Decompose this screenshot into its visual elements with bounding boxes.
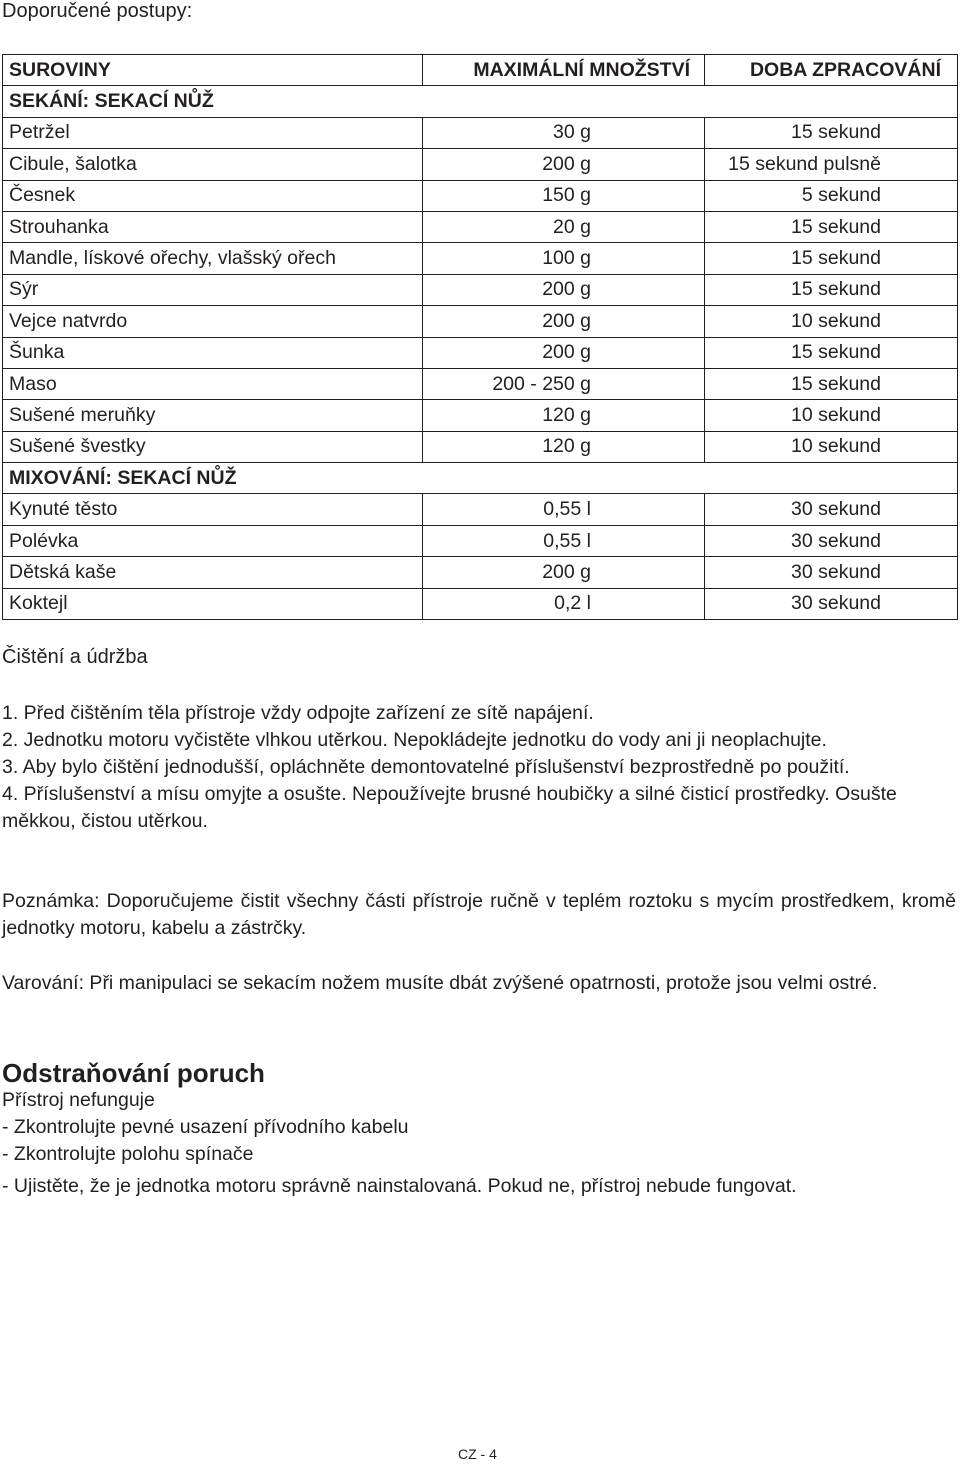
ingredient-cell: Strouhanka (3, 211, 423, 242)
time-cell: 5 sekund (705, 180, 958, 211)
ingredient-cell: Maso (3, 368, 423, 399)
ingredient-cell: Sušené švestky (3, 431, 423, 462)
quantity-cell: 200 g (423, 149, 705, 180)
quantity-cell: 120 g (423, 431, 705, 462)
time-cell: 30 sekund (705, 525, 958, 556)
empty-cell (423, 463, 705, 494)
time-cell: 15 sekund (705, 211, 958, 242)
column-header: SUROVINY (3, 55, 423, 86)
table-row (3, 211, 958, 242)
ingredient-cell: Česnek (3, 180, 423, 211)
column-header: DOBA ZPRACOVÁNÍ (705, 55, 958, 86)
quantity-cell: 200 - 250 g (423, 368, 705, 399)
troubleshooting-item: - Zkontrolujte polohu spínače (2, 1143, 254, 1165)
table-row (3, 494, 958, 525)
quantity-cell: 0,55 l (423, 494, 705, 525)
recommended-settings-table (2, 54, 958, 620)
ingredient-cell: Vejce natvrdo (3, 306, 423, 337)
time-cell: 30 sekund (705, 557, 958, 588)
empty-cell (705, 463, 958, 494)
quantity-cell: 20 g (423, 211, 705, 242)
empty-cell (423, 86, 705, 117)
table-row (3, 400, 958, 431)
ingredient-cell: Sušené meruňky (3, 400, 423, 431)
ingredient-cell: Polévka (3, 525, 423, 556)
time-cell: 15 sekund (705, 117, 958, 148)
ingredient-cell: Sýr (3, 274, 423, 305)
empty-cell (705, 86, 958, 117)
table-row (3, 337, 958, 368)
section-title: SEKÁNÍ: SEKACÍ NŮŽ (3, 86, 423, 117)
table-row (3, 306, 958, 337)
quantity-cell: 200 g (423, 557, 705, 588)
time-cell: 30 sekund (705, 494, 958, 525)
troubleshooting-item: - Zkontrolujte pevné usazení přívodního kabelu (2, 1116, 409, 1138)
section-row (3, 463, 958, 494)
troubleshooting-title: Odstraňování poruch (2, 1058, 265, 1088)
table-row (3, 431, 958, 462)
time-cell: 30 sekund (705, 588, 958, 619)
quantity-cell: 120 g (423, 400, 705, 431)
table-row (3, 117, 958, 148)
time-cell: 15 sekund (705, 368, 958, 399)
time-cell: 10 sekund (705, 431, 958, 462)
section-row (3, 86, 958, 117)
time-cell: 15 sekund pulsně (705, 149, 958, 180)
quantity-cell: 0,2 l (423, 588, 705, 619)
table-row (3, 525, 958, 556)
quantity-cell: 200 g (423, 306, 705, 337)
time-cell: 15 sekund (705, 274, 958, 305)
table-row (3, 368, 958, 399)
cleaning-step: 1. Před čištěním těla přístroje vždy odpojte zařízení ze sítě napájení. (2, 702, 594, 724)
troubleshooting-problem: Přístroj nefunguje (2, 1089, 155, 1111)
troubleshooting-item: - Ujistěte, že je jednotka motoru správně nainstalovaná. Pokud ne, přístroj nebude fungovat. (2, 1175, 797, 1197)
ingredient-cell: Mandle, lískové ořechy, vlašský ořech (3, 243, 423, 274)
cleaning-warning: Varování: Při manipulaci se sekacím nožem musíte dbát zvýšené opatrnosti, protože jsou velmi ostré. (2, 972, 878, 994)
table-row (3, 180, 958, 211)
ingredient-cell: Šunka (3, 337, 423, 368)
ingredient-cell: Petržel (3, 117, 423, 148)
ingredient-cell: Kynuté těsto (3, 494, 423, 525)
cleaning-step: 4. Příslušenství a mísu omyjte a osušte. Nepoužívejte brusné houbičky a silné čisticí prostředky. Osušte měkkou, čistou utěrkou. (2, 783, 897, 832)
quantity-cell: 0,55 l (423, 525, 705, 556)
quantity-cell: 150 g (423, 180, 705, 211)
table-row (3, 588, 958, 619)
table-row (3, 557, 958, 588)
table-row (3, 149, 958, 180)
time-cell: 10 sekund (705, 306, 958, 337)
table-row (3, 274, 958, 305)
cleaning-note: Poznámka: Doporučujeme čistit všechny části přístroje ručně v teplém roztoku s mycím prostředkem, kromě jednotky motoru, kabelu a zástrčky. (2, 890, 956, 939)
section-title: MIXOVÁNÍ: SEKACÍ NŮŽ (3, 463, 423, 494)
time-cell: 10 sekund (705, 400, 958, 431)
table-row (3, 243, 958, 274)
ingredient-cell: Koktejl (3, 588, 423, 619)
ingredient-cell: Cibule, šalotka (3, 149, 423, 180)
quantity-cell: 30 g (423, 117, 705, 148)
troubleshooting-list (2, 1087, 797, 1200)
cleaning-step: 3. Aby bylo čištění jednodušší, opláchněte demontovatelné příslušenství bezprostředně po použití. (2, 756, 850, 778)
page-number: CZ - 4 (458, 1446, 497, 1462)
quantity-cell: 100 g (423, 243, 705, 274)
quantity-cell: 200 g (423, 337, 705, 368)
table-header-row (3, 55, 958, 86)
ingredient-cell: Dětská kaše (3, 557, 423, 588)
quantity-cell: 200 g (423, 274, 705, 305)
cleaning-step: 2. Jednotku motoru vyčistěte vlhkou utěrkou. Nepokládejte jednotku do vody ani ji neoplachujte. (2, 729, 827, 751)
section-heading: Doporučené postupy: (2, 0, 193, 22)
column-header: MAXIMÁLNÍ MNOŽSTVÍ (423, 55, 705, 86)
time-cell: 15 sekund (705, 337, 958, 368)
cleaning-steps-list (2, 700, 960, 835)
time-cell: 15 sekund (705, 243, 958, 274)
cleaning-title: Čištění a údržba (2, 646, 148, 668)
